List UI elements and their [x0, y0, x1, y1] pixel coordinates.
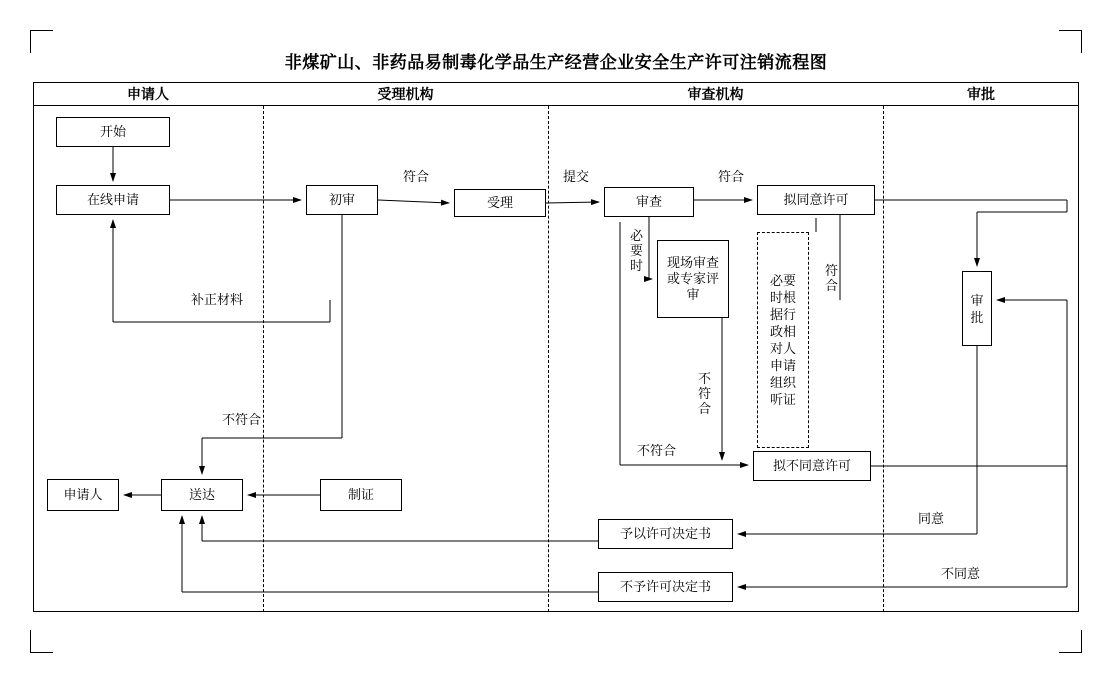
edge-label-agree: 同意: [918, 511, 945, 526]
edge-label-submit: 提交: [563, 169, 590, 184]
node-start[interactable]: 开始: [56, 117, 170, 147]
column-header-applicant: 申请人: [127, 86, 169, 102]
edge-label-not-conform-3: 不符合: [637, 443, 677, 458]
node-grant-decision[interactable]: 予以许可决定书: [598, 519, 733, 549]
edge-label-conform-1: 符合: [403, 169, 430, 184]
edge-label-not-conform-1: 不符合: [222, 412, 262, 427]
node-site-review[interactable]: 现场审查或专家评审: [657, 240, 729, 318]
column-header-accepting-agency: 受理机构: [377, 86, 434, 102]
node-agree-permit[interactable]: 拟同意许可: [757, 185, 875, 215]
node-approve[interactable]: 审批: [962, 271, 992, 346]
node-accept[interactable]: 受理: [454, 189, 546, 217]
edge-label-conform-2: 符合: [718, 169, 745, 184]
column-divider-1: [263, 106, 264, 612]
page-title: 非煤矿山、非药品易制毒化学品生产经营企业安全生产许可注销流程图: [284, 53, 828, 72]
node-refuse-decision[interactable]: 不予许可决定书: [598, 572, 733, 602]
edge-label-when-needed: 必要时: [629, 228, 643, 273]
node-hearing[interactable]: 必要时根据行政相对人申请组织听证: [757, 232, 809, 448]
column-header-review-agency: 审查机构: [687, 86, 744, 102]
node-deliver[interactable]: 送达: [161, 479, 243, 511]
column-divider-3: [883, 106, 884, 612]
edge-label-supplement: 补正材料: [191, 292, 244, 307]
node-applicant[interactable]: 申请人: [47, 479, 119, 511]
edge-label-disagree: 不同意: [941, 566, 981, 581]
column-divider-2: [548, 106, 549, 612]
edge-label-conform-3: 符合: [824, 263, 838, 293]
node-online-apply[interactable]: 在线申请: [56, 185, 170, 215]
edge-label-not-conform-2: 不符合: [697, 371, 711, 416]
node-examine[interactable]: 审查: [604, 187, 694, 217]
diagram-frame: [33, 82, 1079, 612]
crop-mark-bottom-right: [1059, 630, 1082, 653]
crop-mark-bottom-left: [30, 630, 53, 653]
node-disagree-permit[interactable]: 拟不同意许可: [753, 451, 871, 481]
node-first-review[interactable]: 初审: [306, 185, 378, 215]
node-make-cert[interactable]: 制证: [320, 479, 402, 511]
column-header-approval: 审批: [967, 86, 995, 102]
